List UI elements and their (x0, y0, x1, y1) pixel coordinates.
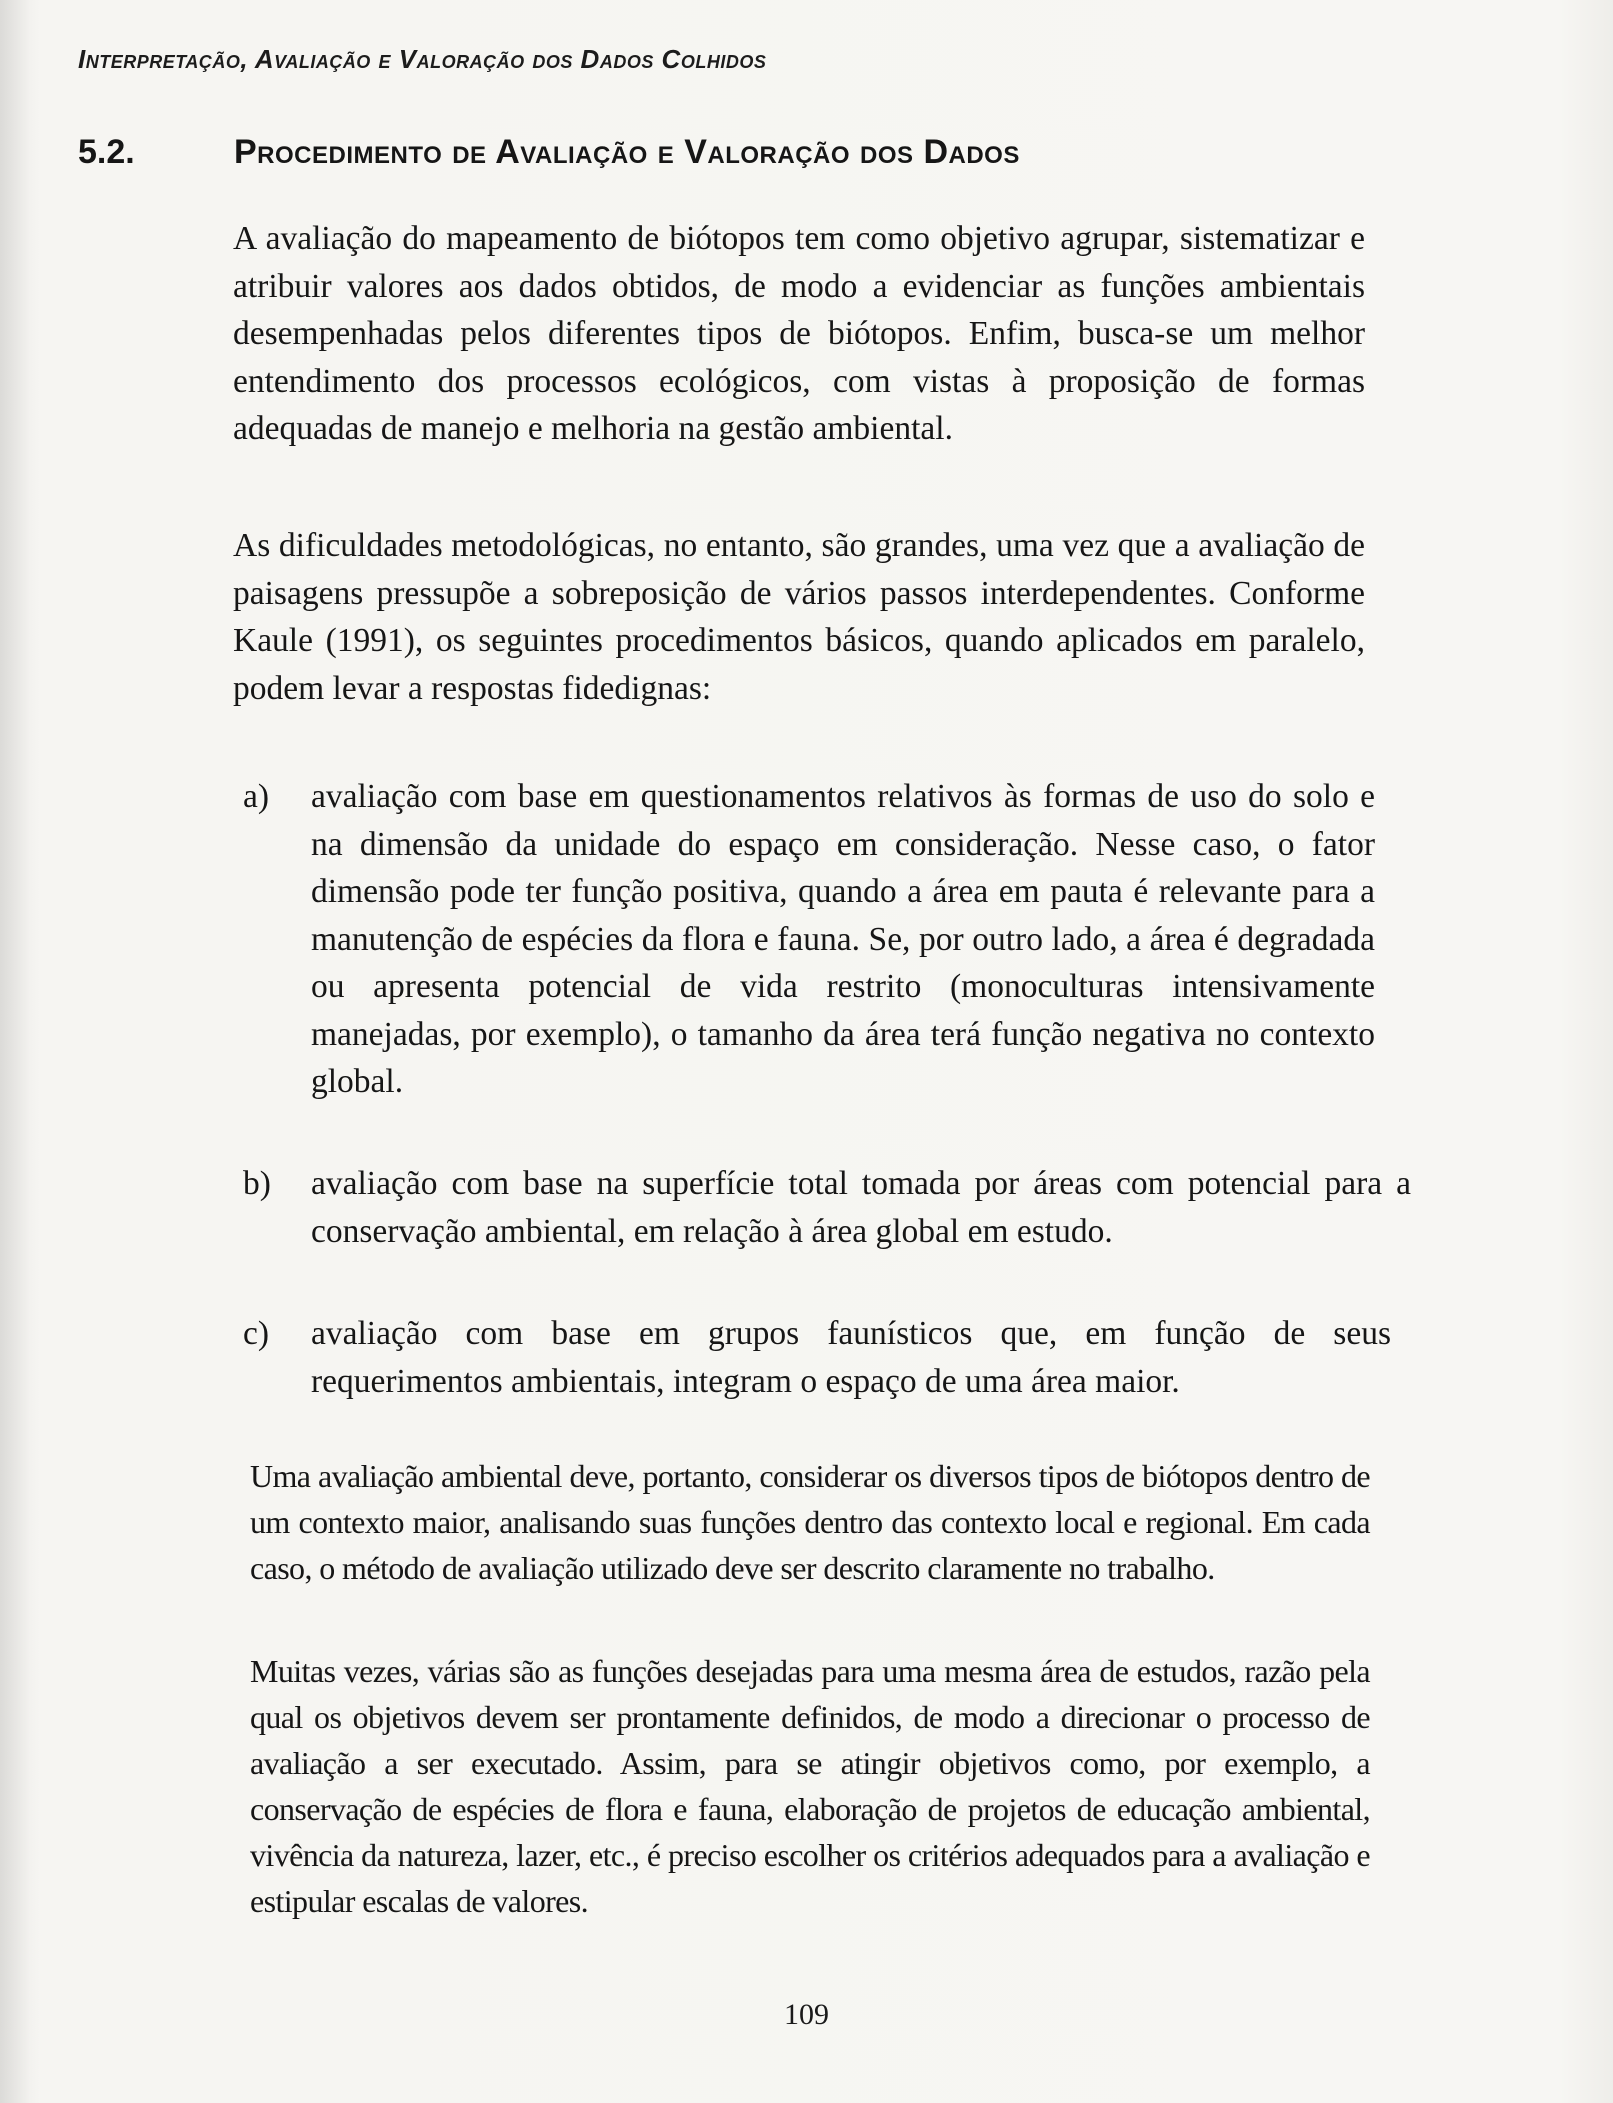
list-item-text: avaliação com base em grupos faunísticos que, em função de seus requerimentos ambientais, integram o espaço de uma área maior. (311, 1315, 1391, 1400)
section-title: Procedimento de Avaliação e Valoração dos Dados (234, 133, 1020, 171)
page-gutter-shadow (0, 0, 30, 2103)
list-marker: c) (243, 1315, 270, 1352)
list-item-text: avaliação com base em questionamentos relativos às formas de uso do solo e na dimensão da unidade do espaço em consideração. Nesse caso, o fator dimensão pode ter função positiva, quando a área em pauta é relevante para a manutenção de espécies da flora e fauna. Se, por outro lado, a área é degradada ou apresenta potencial de vida restrito (monoculturas intensivamente manejadas, por exemplo), o tamanho da área terá função negativa no contexto global. (311, 778, 1375, 1100)
list-item-text: avaliação com base na superfície total tomada por áreas com potencial para a conservação ambiental, em relação à área global em estudo. (311, 1165, 1411, 1250)
paragraph-difficulties: As dificuldades metodológicas, no entanto, são grandes, uma vez que a avaliação de paisagens pressupõe a sobreposição de vários passos interdependentes. Conforme Kaule (1991), os seguintes procedimentos básicos, quando aplicados em paralelo, podem levar a respostas fidedignas: (233, 527, 1365, 707)
page-number: 109 (784, 1998, 829, 2031)
section-heading (78, 133, 1578, 172)
list-marker: b) (243, 1165, 271, 1202)
list-marker: a) (243, 778, 270, 815)
paragraph-objectives: Muitas vezes, várias são as funções desejadas para uma mesma área de estudos, razão pela qual os objetivos devem ser prontamente definidos, de modo a direcionar o processo de avaliação a ser executado. Assim, para se atingir objetivos como, por exemplo, a conservação de espécies de flora e fauna, elaboração de projetos de educação ambiental, vivência da natureza, lazer, etc., é preciso escolher os critérios adequados para a avaliação e estipular escalas de valores. (250, 1653, 1370, 1919)
section-number: 5.2. (78, 133, 135, 171)
paragraph-evaluation: Uma avaliação ambiental deve, portanto, considerar os diversos tipos de biótopos dentro de um contexto maior, analisando suas funções dentro das contexto local e regional. Em cada caso, o método de avaliação utilizado deve ser descrito claramente no trabalho. (250, 1458, 1370, 1586)
running-head: Interpretação, Avaliação e Valoração dos Dados Colhidos (78, 44, 767, 74)
paragraph-intro: A avaliação do mapeamento de biótopos tem como objetivo agrupar, sistematizar e atribuir valores aos dados obtidos, de modo a evidenciar as funções ambientais desempenhadas pelos diferentes tipos de biótopos. Enfim, busca-se um melhor entendimento dos processos ecológicos, com vistas à proposição de formas adequadas de manejo e melhoria na gestão ambiental. (233, 220, 1365, 447)
